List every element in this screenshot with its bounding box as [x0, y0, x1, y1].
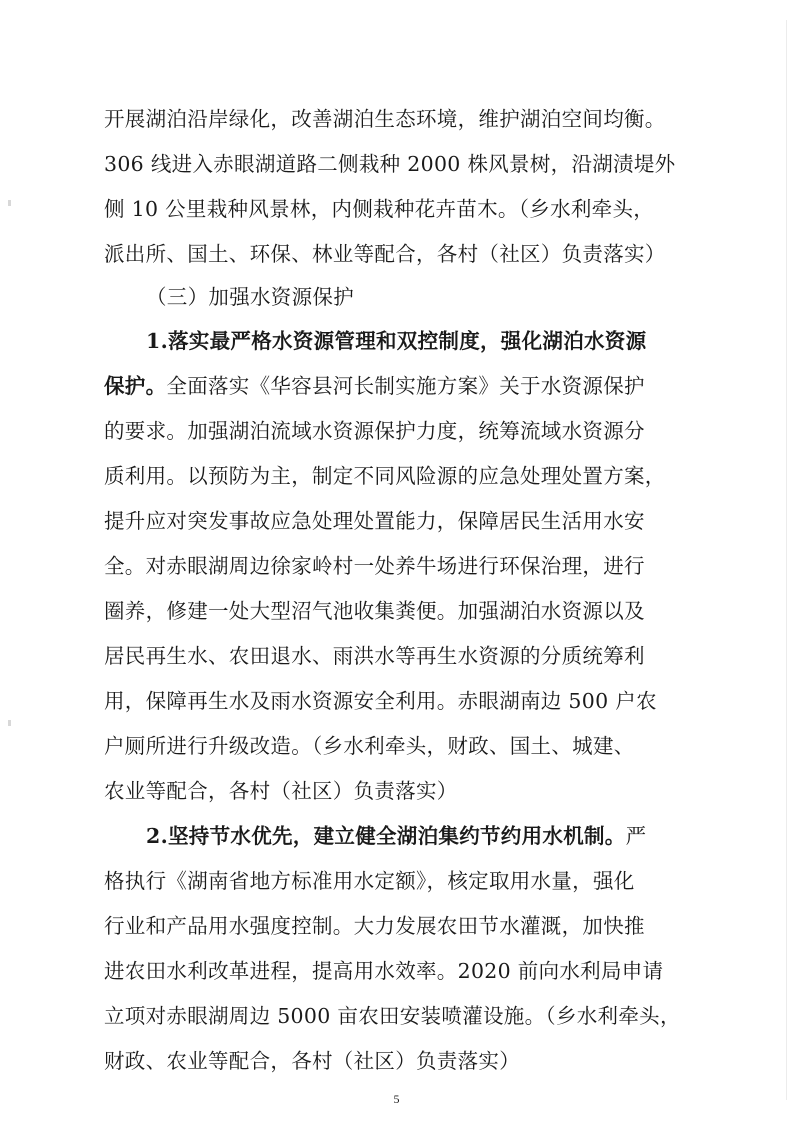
page-number: 5	[393, 1092, 400, 1106]
section-heading: （三）加强水资源保护	[146, 285, 354, 309]
body-line: 提升应对突发事故应急处理处置能力，保障居民生活用水安	[104, 509, 645, 533]
body-line: 圈养，修建一处大型沼气池收集粪便。加强湖泊水资源以及	[104, 599, 645, 623]
item-heading-continued: 保护。	[104, 374, 167, 398]
body-line: 格执行《湖南省地方标准用水定额》，核定取用水量，强化	[104, 869, 635, 893]
body-line: 立项对赤眼湖周边 5000 亩农田安装喷灌设施。（乡水利牵头，	[104, 1004, 681, 1028]
body-line: 306 线进入赤眼湖道路二侧栽种 2000 株风景树，沿湖渍堤外	[104, 152, 676, 176]
body-line: 开展湖泊沿岸绿化，改善湖泊生态环境，维护湖泊空间均衡。	[104, 107, 666, 131]
body-line: 财政、农业等配合，各村（社区）负责落实）	[104, 1049, 520, 1073]
body-line	[104, 372, 664, 400]
body-line: 户厕所进行升级改造。（乡水利牵头，财政、国土、城建、	[104, 734, 635, 758]
item-heading: 1.落实最严格水资源管理和双控制度，强化湖泊水资源	[146, 329, 647, 353]
scan-edge	[786, 20, 787, 1100]
body-line: 进农田水利改革进程，提高用水效率。2020 前向水利局申请	[104, 959, 664, 983]
body-line: 用，保障再生水及雨水资源安全利用。赤眼湖南边 500 户农	[104, 689, 657, 713]
body-line: 质利用。以预防为主，制定不同风险源的应急处理处置方案，	[104, 464, 666, 488]
body-line: 的要求。加强湖泊流域水资源保护力度，统筹流域水资源分	[104, 419, 645, 443]
scan-mark	[8, 200, 11, 206]
body-line: 派出所、国土、环保、林业等配合，各村（社区）负责落实）	[104, 242, 666, 266]
body-line: 全。对赤眼湖周边徐家岭村一处养牛场进行环保治理，进行	[104, 554, 645, 578]
body-text: 全面落实《华容县河长制实施方案》关于水资源保护	[166, 374, 645, 398]
body-line: 农业等配合，各村（社区）负责落实）	[104, 779, 458, 803]
body-text: 严	[625, 824, 647, 848]
body-line	[146, 822, 706, 850]
body-line: 行业和产品用水强度控制。大力发展农田节水灌溉，加快推	[104, 914, 645, 938]
scan-mark	[8, 720, 11, 726]
body-line: 居民再生水、农田退水、雨洪水等再生水资源的分质统筹利	[104, 644, 645, 668]
item-heading: 2.坚持节水优先，建立健全湖泊集约节约用水机制。	[146, 824, 626, 848]
body-line: 侧 10 公里栽种风景林，内侧栽种花卉苗木。（乡水利牵头，	[104, 197, 655, 221]
